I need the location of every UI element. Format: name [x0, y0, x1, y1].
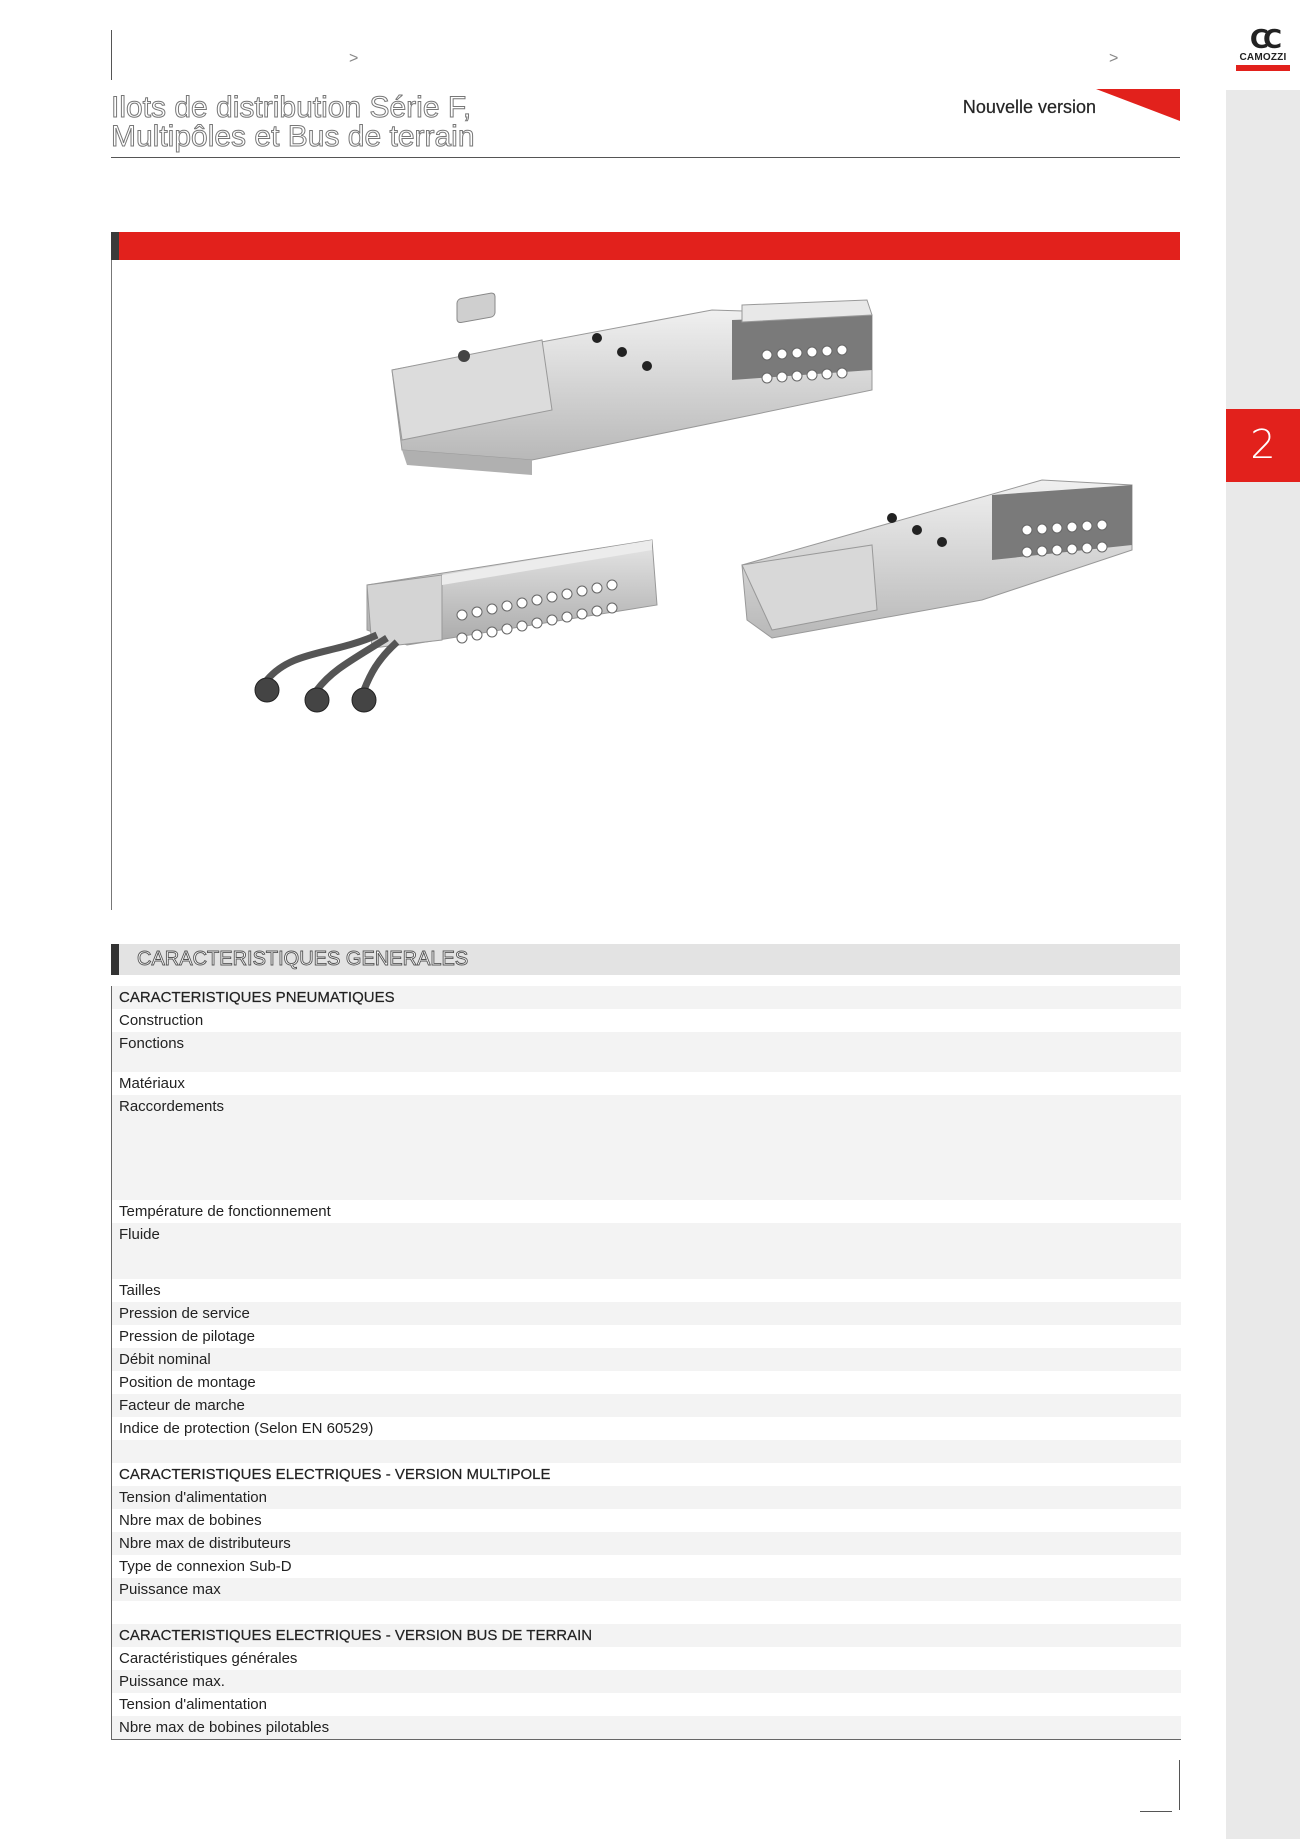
category-row — [112, 1624, 1181, 1647]
page-title-line-2: Multipôles et Bus de terrain — [111, 120, 475, 153]
valve-island-multipole-top — [392, 292, 872, 475]
table-row — [112, 1348, 1181, 1371]
page-title-line-1: Ilots de distribution Série F, — [111, 91, 472, 124]
table-row — [112, 1486, 1181, 1509]
table-row — [112, 1716, 1181, 1739]
logo-underline — [1236, 65, 1290, 71]
table-row — [112, 1578, 1181, 1601]
table-row — [112, 1009, 1181, 1032]
row-label: Tension d'alimentation — [119, 1696, 267, 1713]
table-row — [112, 1200, 1181, 1223]
row-label: Raccordements — [119, 1098, 225, 1115]
row-label: Fluide — [119, 1226, 160, 1243]
category-row — [112, 1463, 1181, 1486]
table-row — [112, 1394, 1181, 1417]
row-label: Caractéristiques générales — [119, 1650, 298, 1667]
category-row — [112, 986, 1181, 1009]
section-title: CARACTERISTIQUES GENERALES — [137, 948, 469, 970]
table-row — [112, 1417, 1181, 1440]
table-row — [112, 1693, 1181, 1716]
characteristics-table — [111, 986, 1181, 1740]
table-row — [112, 1279, 1181, 1302]
section-band-marker — [111, 232, 119, 260]
footer-divider — [1179, 1760, 1180, 1810]
row-label: Débit nominal — [119, 1351, 211, 1368]
table-row — [112, 1095, 1181, 1200]
table-row — [112, 1223, 1181, 1279]
new-version-flag-icon — [1096, 89, 1180, 121]
table-row — [112, 1601, 1181, 1624]
row-label: Position de montage — [119, 1374, 256, 1391]
row-label: Indice de protection (Selon EN 60529) — [119, 1420, 374, 1437]
row-label: Puissance max. — [119, 1673, 225, 1690]
table-row — [112, 1032, 1181, 1072]
row-label: CARACTERISTIQUES ELECTRIQUES - VERSION MULTIPOLE — [119, 1466, 551, 1483]
header-rule — [111, 157, 1180, 158]
row-label: CARACTERISTIQUES ELECTRIQUES - VERSION BUS DE TERRAIN — [119, 1627, 593, 1644]
table-row — [112, 1440, 1181, 1463]
camozzi-mark-icon: CC — [1249, 25, 1277, 55]
product-illustration — [112, 260, 1180, 910]
table-row — [112, 1302, 1181, 1325]
row-label: Nbre max de bobines — [119, 1512, 262, 1529]
footer-rule — [1140, 1811, 1172, 1812]
row-label: Tailles — [119, 1282, 161, 1299]
product-photos — [112, 260, 1180, 910]
breadcrumb-arrow-1[interactable]: > — [349, 50, 359, 67]
valve-island-fieldbus-left — [255, 540, 657, 712]
section-header — [111, 944, 1180, 975]
row-label: Température de fonctionnement — [119, 1203, 331, 1220]
table-row — [112, 1647, 1181, 1670]
section-header-marker — [111, 944, 119, 975]
brand-name: CAMOZZI — [1239, 52, 1287, 63]
valve-island-fieldbus-right — [742, 480, 1132, 638]
chapter-tab[interactable]: 2 — [1226, 409, 1300, 482]
table-row — [112, 1555, 1181, 1578]
row-label: CARACTERISTIQUES PNEUMATIQUES — [119, 989, 395, 1006]
row-label: Matériaux — [119, 1075, 185, 1092]
row-label: Nbre max de distributeurs — [119, 1535, 291, 1552]
camozzi-logo — [1226, 25, 1300, 76]
header-divider — [111, 30, 112, 80]
row-label: Pression de pilotage — [119, 1328, 255, 1345]
table-row — [112, 1072, 1181, 1095]
row-label: Tension d'alimentation — [119, 1489, 267, 1506]
table-row — [112, 1670, 1181, 1693]
section-band — [111, 232, 1180, 260]
row-label: Type de connexion Sub-D — [119, 1558, 292, 1575]
sidebar-band — [1226, 90, 1300, 1839]
table-row — [112, 1509, 1181, 1532]
table-row — [112, 1371, 1181, 1394]
row-label: Pression de service — [119, 1305, 250, 1322]
row-label: Nbre max de bobines pilotables — [119, 1719, 330, 1736]
table-row — [112, 1325, 1181, 1348]
row-label: Construction — [119, 1012, 204, 1029]
page-title — [111, 93, 631, 151]
row-label: Fonctions — [119, 1035, 185, 1052]
table-row — [112, 1532, 1181, 1555]
new-version-label: Nouvelle version — [962, 97, 1096, 117]
breadcrumb-arrow-2[interactable]: > — [1109, 50, 1119, 67]
row-label: Facteur de marche — [119, 1397, 245, 1414]
row-label: Puissance max — [119, 1581, 221, 1598]
